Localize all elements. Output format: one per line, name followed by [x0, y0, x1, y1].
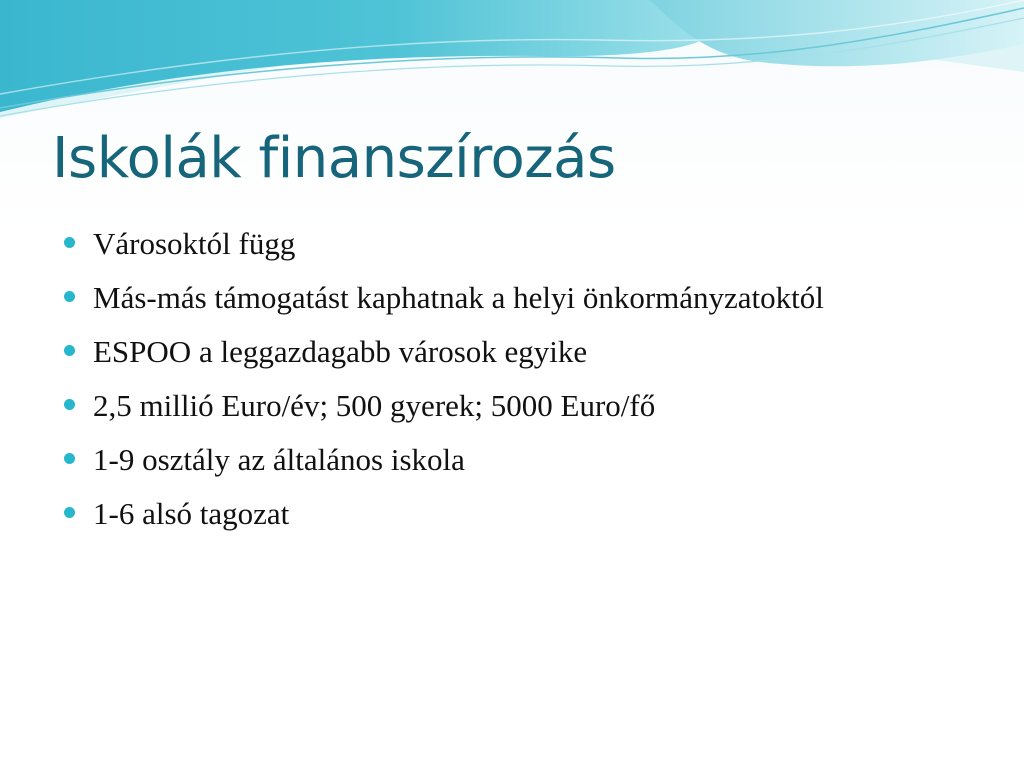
page-title: Iskolák finanszírozás	[52, 126, 616, 191]
header-wave-decoration	[0, 0, 1024, 120]
bullet-text: 1-9 osztály az általános iskola	[93, 442, 465, 477]
bullet-text: Városoktól függ	[93, 226, 296, 261]
list-item	[64, 330, 984, 374]
list-item	[64, 492, 984, 536]
list-item	[64, 222, 984, 266]
bullet-dot-icon	[64, 453, 75, 464]
list-item	[64, 438, 984, 482]
bullet-text: ESPOO a leggazdagabb városok egyike	[93, 334, 588, 369]
bullet-list	[64, 222, 984, 546]
bullet-text: Más-más támogatást kaphatnak a helyi önkormányzatoktól	[93, 280, 824, 315]
bullet-dot-icon	[64, 399, 75, 410]
bullet-text: 2,5 millió Euro/év; 500 gyerek; 5000 Euro/fő	[93, 388, 656, 423]
bullet-dot-icon	[64, 507, 75, 518]
bullet-dot-icon	[64, 237, 75, 248]
bullet-text: 1-6 alsó tagozat	[93, 496, 290, 531]
bullet-dot-icon	[64, 291, 75, 302]
list-item	[64, 276, 984, 320]
list-item	[64, 384, 984, 428]
bullet-dot-icon	[64, 345, 75, 356]
